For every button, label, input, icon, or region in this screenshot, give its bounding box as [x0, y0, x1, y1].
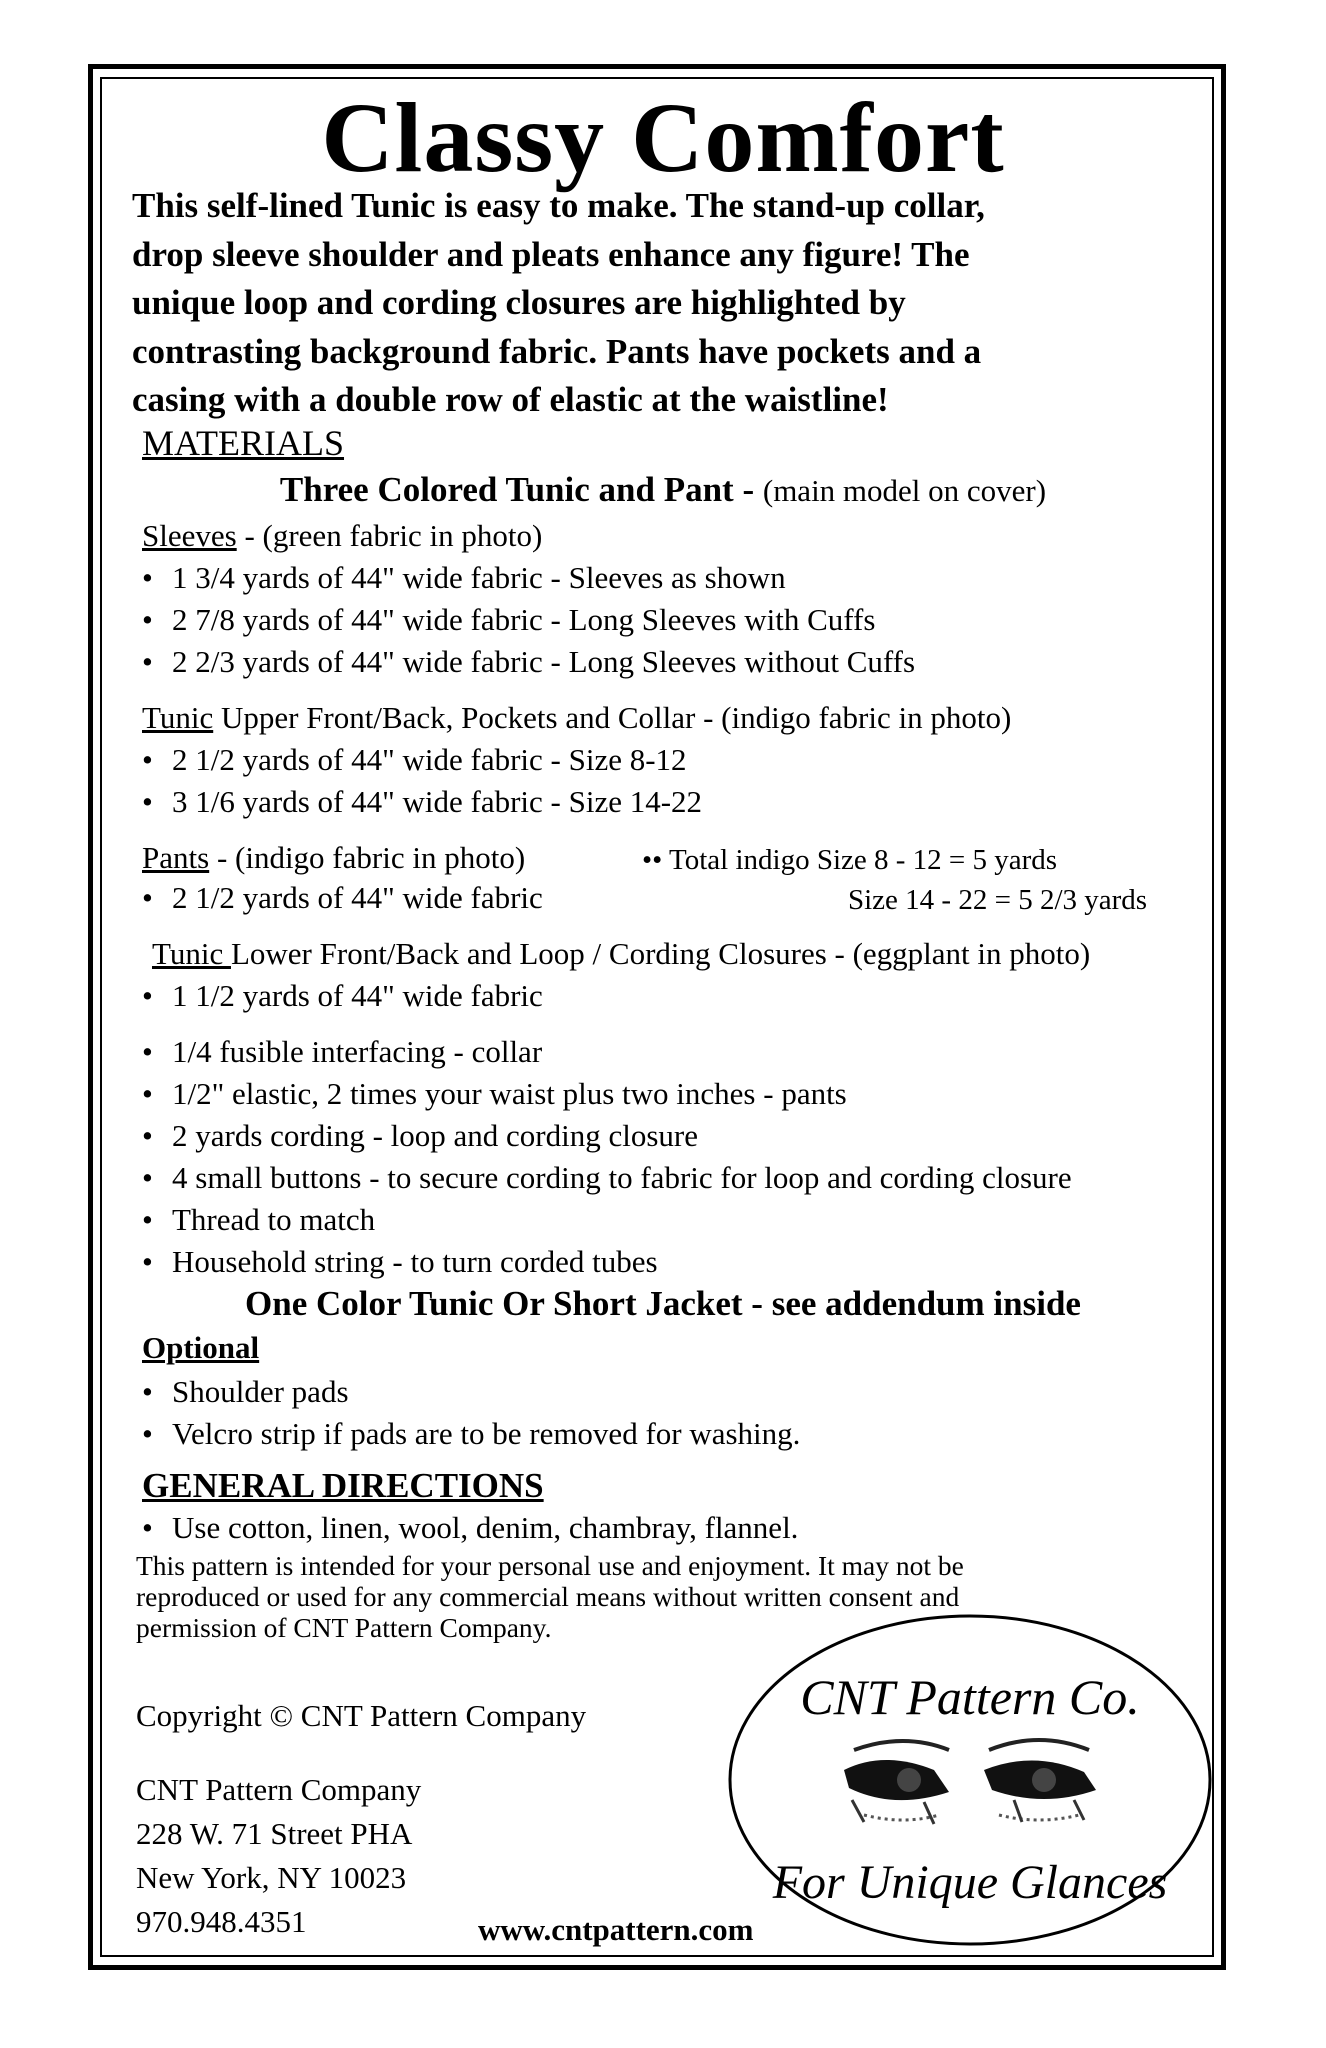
optional-heading: Optional: [142, 1330, 260, 1365]
list-item-text: 2 1/2 yards of 44" wide fabric - Size 8-12: [172, 742, 687, 777]
bullet-icon: •: [142, 1374, 153, 1409]
pants-section-header: [142, 842, 525, 873]
legal-line: permission of CNT Pattern Company.: [136, 1612, 552, 1643]
bullet-icon: •: [142, 644, 153, 679]
bullet-icon: •: [142, 1244, 153, 1279]
eyes-icon: [834, 1740, 1104, 1835]
bullet-icon: •: [142, 1118, 153, 1153]
list-item: [142, 646, 915, 677]
list-item: [142, 1078, 847, 1109]
list-item-text: 2 yards cording - loop and cording closure: [172, 1118, 699, 1153]
list-item: [142, 786, 702, 817]
tunic-lower-note: Lower Front/Back and Loop / Cording Closures - (eggplant in photo): [230, 936, 1091, 971]
list-item-text: Household string - to turn corded tubes: [172, 1244, 658, 1279]
address-line: CNT Pattern Company: [136, 1772, 422, 1807]
bullet-icon: •: [142, 602, 153, 637]
intro-line: This self-lined Tunic is easy to make. The stand-up collar,: [132, 186, 985, 225]
address-line: New York, NY 10023: [136, 1860, 407, 1895]
bullet-icon: •: [142, 1076, 153, 1111]
list-item-text: 2 7/8 yards of 44" wide fabric - Long Sleeves with Cuffs: [172, 602, 876, 637]
sleeves-section-header: [142, 520, 542, 551]
tunic-upper-label: Tunic: [142, 700, 214, 735]
list-item: [142, 1512, 798, 1543]
page-title: Classy Comfort: [321, 82, 1005, 193]
list-item-text: Thread to match: [172, 1202, 376, 1237]
intro-paragraph: [132, 182, 985, 425]
bullet-icon: •: [142, 1510, 153, 1545]
list-item: [142, 1162, 1072, 1193]
list-item: [142, 604, 875, 635]
legal-line: reproduced or used for any commercial means without written consent and: [136, 1581, 960, 1612]
sleeves-note: - (green fabric in photo): [236, 518, 543, 553]
pants-label: Pants: [142, 840, 210, 875]
total-indigo-line-2: Size 14 - 22 = 5 2/3 yards: [848, 884, 1148, 916]
materials-heading: MATERIALS: [142, 423, 345, 463]
list-item: [142, 744, 687, 775]
pants-note: - (indigo fabric in photo): [209, 840, 526, 875]
subhead-main: Three Colored Tunic and Pant -: [279, 470, 763, 509]
tunic-lower-section-header: [152, 938, 1090, 969]
legal-line: This pattern is intended for your personal use and enjoyment. It may not be: [136, 1550, 964, 1581]
list-item-text: 1 3/4 yards of 44" wide fabric - Sleeves as shown: [172, 560, 786, 595]
tunic-upper-note: Upper Front/Back, Pockets and Collar - (indigo fabric in photo): [213, 700, 1012, 735]
intro-line: unique loop and cording closures are highlighted by: [132, 283, 906, 322]
list-item-text: 1/4 fusible interfacing - collar: [172, 1034, 543, 1069]
list-item: [142, 980, 543, 1011]
subhead-paren: (main model on cover): [762, 473, 1047, 508]
list-item: [142, 1204, 375, 1235]
list-item-text: Velcro strip if pads are to be removed for washing.: [172, 1416, 801, 1451]
list-item-text: 1/2" elastic, 2 times your waist plus two inches - pants: [172, 1076, 847, 1111]
address-line: 228 W. 71 Street PHA: [136, 1816, 413, 1851]
general-directions-heading: GENERAL DIRECTIONS: [142, 1466, 544, 1505]
bullet-icon: •: [142, 560, 153, 595]
tunic-lower-label: Tunic: [152, 936, 231, 971]
cnt-logo: [724, 1610, 1216, 1950]
bullet-icon: •: [142, 880, 153, 915]
one-color-heading: One Color Tunic Or Short Jacket - see addendum inside: [245, 1284, 1081, 1323]
bullet-icon: •: [142, 784, 153, 819]
list-item-text: 1 1/2 yards of 44" wide fabric: [172, 978, 543, 1013]
list-item-text: 2 2/3 yards of 44" wide fabric - Long Sleeves without Cuffs: [172, 644, 916, 679]
three-colored-subhead: [0, 472, 1326, 507]
list-item: [142, 1246, 658, 1277]
copyright-line: Copyright © CNT Pattern Company: [136, 1698, 587, 1733]
list-item: [142, 1036, 542, 1067]
logo-bottom-text: For Unique Glances: [772, 1856, 1168, 1909]
list-item: [142, 882, 543, 913]
intro-line: casing with a double row of elastic at the waistline!: [132, 380, 889, 419]
bullet-icon: •: [142, 978, 153, 1013]
list-item-text: Use cotton, linen, wool, denim, chambray, flannel.: [172, 1510, 799, 1545]
bullet-icon: •: [142, 1160, 153, 1195]
tunic-upper-section-header: [142, 702, 1011, 733]
double-bullet-icon: ••: [642, 844, 663, 876]
bullet-icon: •: [142, 1416, 153, 1451]
list-item-text: 4 small buttons - to secure cording to fabric for loop and cording closure: [172, 1160, 1072, 1195]
list-item: [142, 1120, 698, 1151]
bullet-icon: •: [142, 1034, 153, 1069]
bullet-icon: •: [142, 742, 153, 777]
total-indigo-line-1: [642, 846, 1057, 875]
logo-top-text: CNT Pattern Co.: [800, 1669, 1140, 1725]
list-item: [142, 1376, 349, 1407]
intro-line: contrasting background fabric. Pants have pockets and a: [132, 331, 982, 371]
sleeves-label: Sleeves: [142, 518, 237, 553]
total-indigo-text: Total indigo Size 8 - 12 = 5 yards: [669, 844, 1058, 876]
intro-line: drop sleeve shoulder and pleats enhance any figure! The: [132, 234, 970, 274]
bullet-icon: •: [142, 1202, 153, 1237]
list-item-text: 2 1/2 yards of 44" wide fabric: [172, 880, 543, 915]
list-item-text: Shoulder pads: [172, 1374, 349, 1409]
list-item-text: 3 1/6 yards of 44" wide fabric - Size 14-22: [172, 784, 703, 819]
website-url: www.cntpattern.com: [478, 1912, 754, 1947]
list-item: [142, 1418, 800, 1449]
list-item: [142, 562, 786, 593]
address-line: 970.948.4351: [136, 1904, 307, 1939]
